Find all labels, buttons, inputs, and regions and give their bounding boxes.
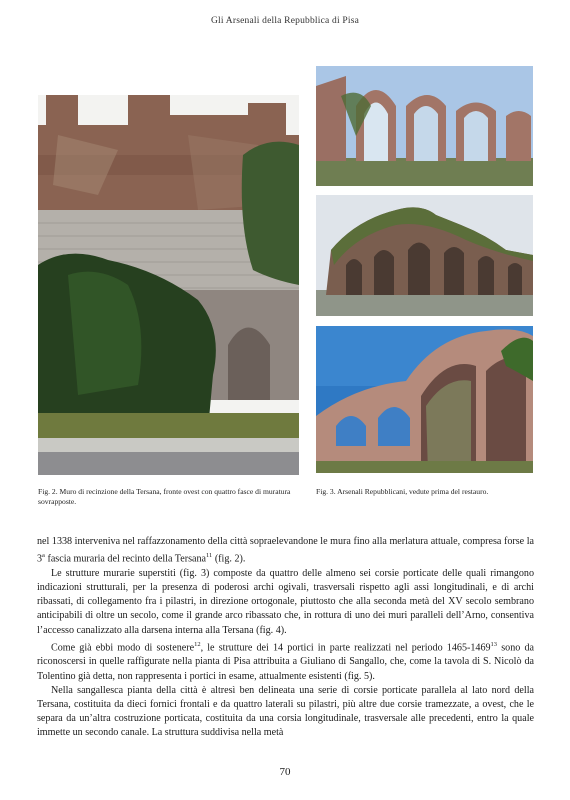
fig2-photo [38,95,299,475]
footnote-ref: 11 [206,552,213,560]
running-head: Gli Arsenali della Repubblica di Pisa [210,16,360,26]
fig3-photo-bottom [316,326,533,473]
paragraph-3: Come già ebbi modo di sostenere$^{12}$, le strutture dei 14 portici in parte realizzati nel periodo 1465-1469$^{13}$ sono da riconoscersi in quelle raffigurate nella pianta di Pisa attribuita a Giuliano di Sangallo, che, come la tavola di S. Nicolò da Tolentino già detta, non rappresenta i portici in esame, attualmente esistenti (fig. 5). [37,640,534,682]
paragraph-1: nel 1338 interveniva nel raffazzonamento della città sopraelevandone le mura fino alla merlatura attuale, compresa forse la 3$^a$ fascia muraria del recinto della Tersana$^{11}$ (fig. 2). [37,536,534,565]
footnote-ref: 12 [194,640,201,648]
page-number: 70 [279,766,291,778]
paragraph-2: Le strutture murarie superstiti (fig. 3) composte da quattro delle almeno sei corsie porticate delle quali rimangono indicazioni strutturali, per la presenza di poderosi archi ogivali, trasversali rispetto agli assi longitudinali, e di archi ribassati, di collegamento fra i pilastri, in direzione ortogonale, piuttosto che alla seconda metà del XV secolo sembrano anticipabili di oltre un secolo, come il grande arco ribassato che, in rottura di uno dei muri paralleli dell’Arno, consentiva l’accesso canalizzato alla darsena interna alla Tersana (fig. 4). [37,567,534,636]
body-text [37,535,534,741]
fig2-caption: Fig. 2. Muro di recinzione della Tersana, fronte ovest con quattro fasce di muratura sovrapposte. [38,487,291,506]
footnote-ref: 13 [490,640,498,648]
paragraph-4: Nella sangallesca pianta della città è altresì ben delineata una serie di corsie porticate parallela al lato nord della Tersana, costituita da dieci fornici frontali e da quattro laterali su pilastri, più altre due corsie tramezzate, a ovest, che le separa da un’altra costruzione porticata, costituita da una corsia longitudinale, trasversale alle precedenti, entro la quale immette un secondo canale. La struttura suddivisa nella metà [37,684,534,739]
fig3-caption: Fig. 3. Arsenali Repubblicani, vedute prima del restauro. [316,487,489,496]
fig3-photo-middle [316,195,533,316]
fig3-photo-top [316,66,533,186]
